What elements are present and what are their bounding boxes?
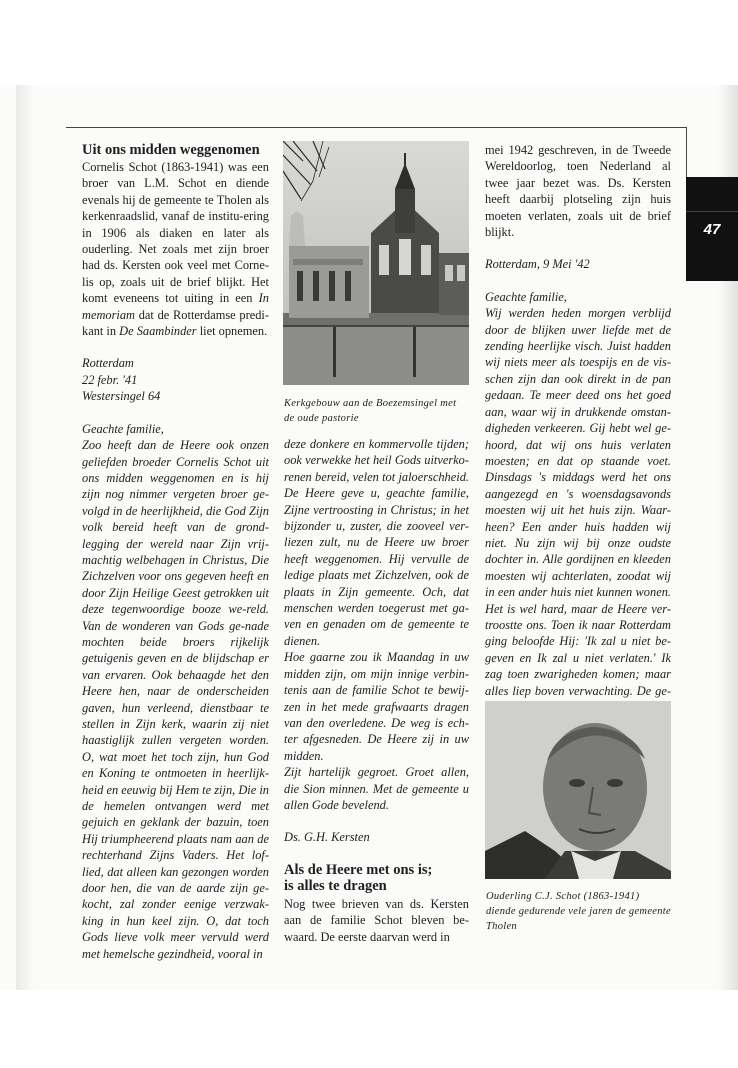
portrait-caption-box — [486, 889, 672, 934]
page-spine-shadow — [16, 85, 34, 990]
letter-signature: Ds. G.H. Kersten — [284, 830, 370, 845]
letter-place: Rotterdam — [82, 356, 134, 371]
article-title: Uit ons midden weggenomen — [82, 142, 260, 158]
letter-continued-3: Zijt hartelijk gegroet. Groet allen, die Sion minnen. Met de gemeente u allen Gode bevelend. — [284, 765, 469, 812]
tab-rule — [686, 211, 738, 212]
portrait-photo — [485, 701, 671, 879]
portrait-image — [485, 701, 671, 879]
intro-paragraph: Cornelis Schot (1863-1941) was een broer van L.M. Schot en diende evenals hij de gemeente te Tholen als kerkenraadslid, vanaf de institu-ering in 1906 als diaken en later als ouderling. Net zoals met zijn broer had ds. Kersten ook veel met Corne-lis op, zoals uit de brief blijkt. Het komt eveneens tot uiting in een In memoriam dat de Rotterdamse predi-kant in De Saambinder liet opnemen. — [82, 160, 269, 339]
letter-continued-2: Hoe gaarne zou ik Maandag in uw midden zijn, om mijn innige verbin-tenis aan de familie Schot te bewij-zen in het mede grafwaarts dragen van den overledene. De weg is ech-ter afgesneden. De Heere zij in uw midden. — [284, 650, 469, 763]
page-number: 47 — [703, 221, 721, 238]
page-number-tab — [686, 177, 738, 281]
church-image — [283, 141, 469, 385]
top-rule — [66, 127, 686, 128]
letter2-intro: mei 1942 geschreven, in de Tweede Wereldoorlog, toen Nederland al twee jaar bezet was. Ds. Kersten heeft daarbij plotseling zijn huis moeten verlaten, zoals uit de brief blijkt. — [485, 143, 671, 240]
letter-address: Westersingel 64 — [82, 389, 161, 404]
section-intro: Nog twee brieven van ds. Kersten aan de familie Schot bleven be-waard. De eerste daarvan werd in — [284, 896, 469, 944]
letter2-dateline: Rotterdam, 9 Mei '42 — [485, 257, 590, 272]
column-2 — [284, 396, 469, 945]
letter2-body: Wij werden heden morgen verblijd door de blijken uwer liefde met de zending heerlijke visch. Juist hadden wij niets meer als toespijs en de vis-schen zijn dan ook direkt in de pan gedaan. Te meer deed ons het goed aan, waar wij in drukkende omstan-digheden verkeeren. Gij hebt wel ge-hoord, dat wij ons huis verlaten moesten; en dat op staande voet. Dinsdags 's middags werd het ons aangezegd en 's woensdagsavonds moesten wij uit het huis zijn. Waar-heen? Een ander huis hadden wij niet. Nu zijn wij bij onze oudste dochter in. Alle gordijnen en kleeden moesten wij achterlaten, zoodat wij in een ander huis niet kunnen wonen. Het is wel hard, maar de Heere ver-troostte ons. Toen ik naar Rotterdam ging beloofde Hij: 'Ik zal u niet be-geven en Ik zal u niet verlaten.' Ik zag toen zwarigheden komen; maar alles liep boven verwachting. De ge- — [485, 306, 671, 698]
letter-salutation: Geachte familie, — [82, 421, 164, 436]
church-photo-caption: Kerkgebouw aan de Boezemsingel met de oude pastorie — [284, 398, 457, 424]
column-3 — [485, 142, 671, 715]
letter-date: 22 febr. '41 — [82, 372, 138, 387]
letter-continued-1: deze donkere en kommervolle tijden; ook verwekke het heil Gods uitverko-renen bereid, velen tot jaloerschheid. De Heere geve u, geachte familie, Zijne vertroosting in Christus; in het bijzonder u, zuster, die zooveel ver-liezen zult, nu de Heere uw broer heeft weggenomen. Hij vervulle de ledige plaats met Zichzelven, ook de plaats in Zijn gemeente. Och, dat menschen werden toegerust met ga-ven en genaden om de gemeente te dienen. — [284, 437, 469, 648]
column-1 — [82, 142, 269, 962]
portrait-caption: Ouderling C.J. Schot (1863-1941) diende gedurende vele jaren de gemeente Tholen — [486, 891, 671, 932]
church-photo — [283, 141, 469, 385]
section-heading: Als de Heere met ons is; is alles te dragen — [284, 861, 433, 894]
letter2-salutation: Geachte familie, — [485, 289, 567, 304]
letter-body: Zoo heeft dan de Heere ook onzen geliefden broeder Cornelis Schot uit ons midden weggenomen en is hij zijn nog nimmer vergeten broer ge-volgd in de heerlijkheid, die God Zijn volk bereid heeft van de grond-legging der wereld naar Zijn vrij-machtig welbehagen in Christus, Die Zichzelven voor ons gegeven heeft en door Zijn Heilige Geest getrokken uit deze tegenwoordige booze we-reld. Van de wonderen van Gods ge-nade mochten beide broers rijkelijk getuigenis geven en de blijdschap er van ervaren. Ook behaagde het den Heere hen, naar de onderscheiden gaven, hun verleend, dienstbaar te stellen in Zijn kerk, waarin zij niet haastiglijk zullen vergeten worden. O, wat moet het toch zijn, hun God en Koning te ontmoeten in heerlijk-heid en eeuwig bij Hem te zijn, Die in de hemelen ontvangen werd met gejuich en geklank der bazuin, toen Hij triumpheerend plaats nam aan de rechterhand Zijns Vaders. Het lof-lied, dat alleen kan gezongen worden door hen, die van de aarde zijn ge-kocht, zal zonder eenige verzwak-king in hun keel zijn. O, dat toch Gods lieve volk meer vervuld werd met hemelsche gezindheid, vooral in — [82, 438, 269, 961]
